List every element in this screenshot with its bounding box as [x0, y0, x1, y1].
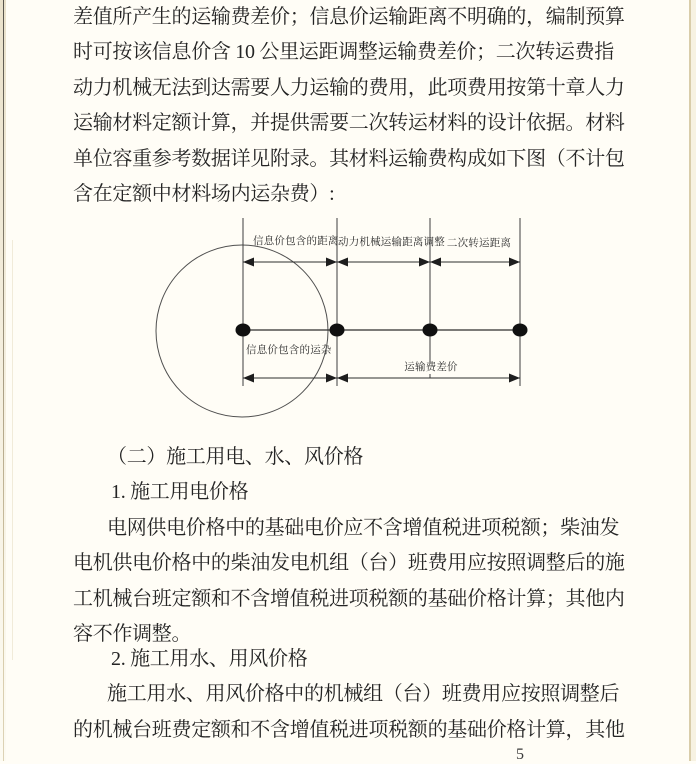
subsection-heading-water: 2. 施工用水、用风价格: [111, 648, 308, 670]
station-dot-2: [330, 324, 345, 337]
text-line: 的机械台班费定额和不含增值税进项税额的基础价格计算，其他: [73, 718, 625, 741]
subsection-water-air-prices: [73, 642, 629, 748]
text-line: 运输材料定额计算，并提供需要二次转运材料的设计依据。材料: [73, 112, 625, 135]
station-dot-3: [423, 324, 438, 337]
station-dot-1: [236, 324, 251, 337]
text-line: 单位容重参考数据详见附录。其材料运输费构成如下图（不计包: [73, 147, 625, 170]
text-line: 时可按该信息价含 10 公里运距调整运输费差价；二次转运费指: [73, 41, 614, 64]
subsection-heading-electric: 1. 施工用电价格: [111, 481, 249, 504]
text-line: 含在定额中材料场内运杂费）:: [73, 182, 335, 205]
diagram-label-machine-distance-adjust: 动力机械运输距离调整: [338, 237, 445, 248]
diagram-label-info-price-distance: 信息价包含的距离: [253, 236, 339, 247]
text-line: 容不作调整。: [73, 622, 192, 645]
text-line: 施工用水、用风价格中的机械组（台）班费用应按照调整后: [107, 683, 620, 706]
diagram-label-info-price-included-freight: 信息价包含的运杂: [246, 345, 332, 356]
section-heading: （二）施工用电、水、风价格: [107, 446, 364, 468]
section-construction-utility-prices: [73, 440, 629, 652]
text-line: 工机械台班定额和不含增值税进项税额的基础价格计算；其他内: [73, 587, 625, 610]
page-right-border-line: [689, 0, 691, 761]
text-line: 差值所产生的运输费差价；信息价运输距离不明确的，编制预算: [73, 6, 625, 28]
page-left-fold-line: [12, 240, 13, 660]
text-line: 电网供电价格中的基础电价应不含增值税进项税额；柴油发: [107, 516, 620, 539]
page-number: 5: [516, 746, 524, 763]
diagram-label-transport-fee-difference: 运输费差价: [404, 362, 458, 373]
diagram-label-secondary-transfer-distance: 二次转运距离: [446, 238, 512, 249]
text-line: 动力机械无法到达需要人力运输的费用，此项费用按第十章人力: [73, 76, 625, 99]
page-right-edge: [691, 0, 696, 761]
station-dot-4: [513, 324, 528, 337]
paragraph-transport-fee-intro: [73, 0, 629, 212]
page-left-border-line: [3, 0, 4, 761]
text-line: 电机供电价格中的柴油发电机组（台）班费用应按照调整后的施: [73, 552, 625, 575]
